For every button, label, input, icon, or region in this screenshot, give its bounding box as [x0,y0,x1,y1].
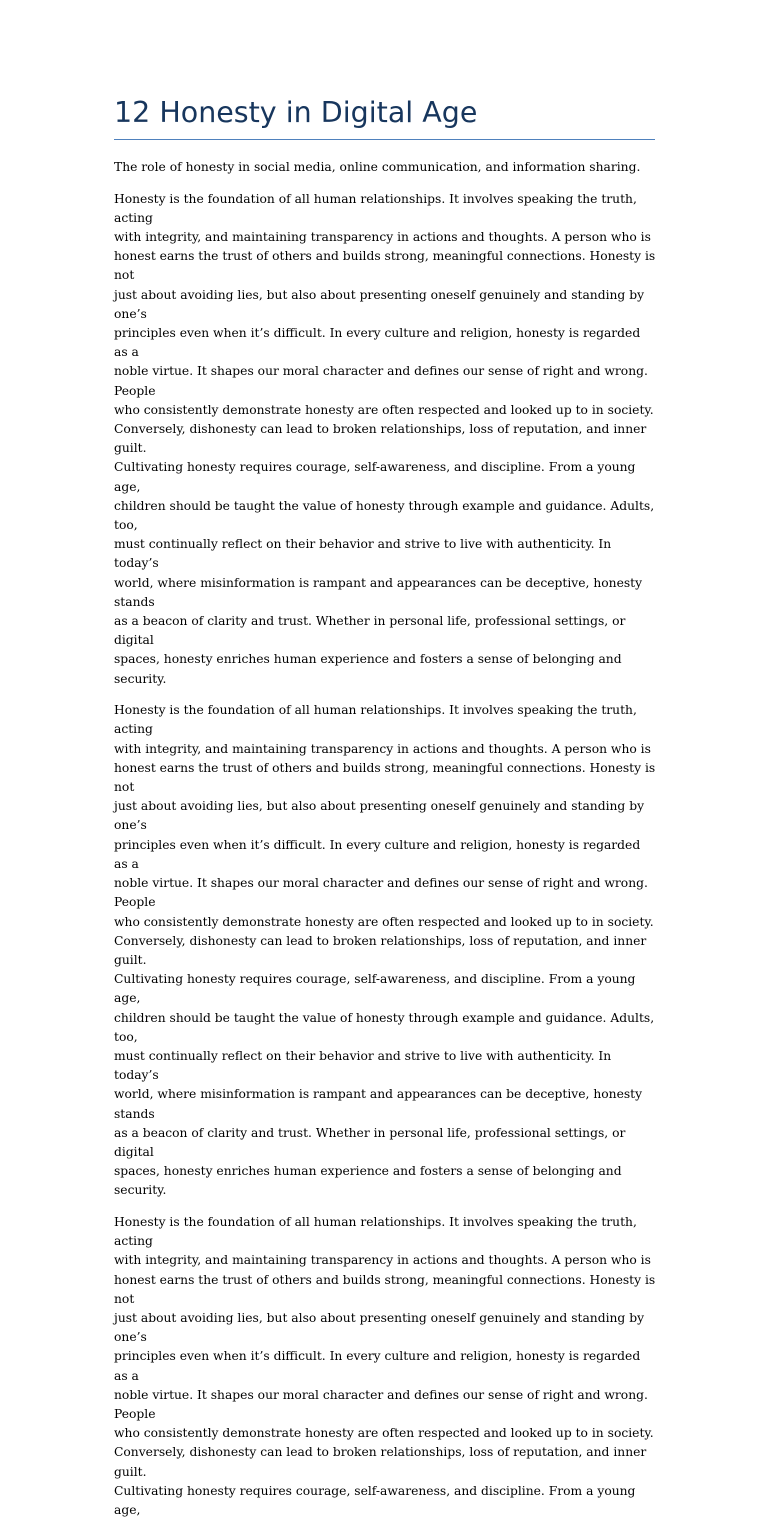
body-paragraph-2: Honesty is the foundation of all human relationships. It involves speaking the truth, acting with integrity, and maintaining transparency in actions and thoughts. A person who is honest earns the trust of others and builds strong, meaningful connections. Honesty is not just about avoiding lies, but also about presenting oneself genuinely and standing by one’s principles even when it’s difficult. In every culture and religion, honesty is regarded as a noble virtue. It shapes our moral character and defines our sense of right and wrong. People who consistently demonstrate honesty are often respected and looked up to in society. Conversely, dishonesty can lead to broken relationships, loss of reputation, and inner guilt. Cultivating honesty requires courage, self-awareness, and discipline. From a young age, children should be taught the value of honesty through example and guidance. Adults, too, must continually reflect on their behavior and strive to live with authenticity. In today’s world, where misinformation is rampant and appearances can be deceptive, honesty stands as a beacon of clarity and trust. Whether in personal life, professional settings, or digital spaces, honesty enriches human experience and fosters a sense of belonging and security. [114,703,656,1198]
document-subtitle: The role of honesty in social media, online communication, and information sharing. [114,160,641,174]
body-paragraph-1: Honesty is the foundation of all human relationships. It involves speaking the truth, acting with integrity, and maintaining transparency in actions and thoughts. A person who is honest earns the trust of others and builds strong, meaningful connections. Honesty is not just about avoiding lies, but also about presenting oneself genuinely and standing by one’s principles even when it’s difficult. In every culture and religion, honesty is regarded as a noble virtue. It shapes our moral character and defines our sense of right and wrong. People who consistently demonstrate honesty are often respected and looked up to in society. Conversely, dishonesty can lead to broken relationships, loss of reputation, and inner guilt. Cultivating honesty requires courage, self-awareness, and discipline. From a young age, children should be taught the value of honesty through example and guidance. Adults, too, must continually reflect on their behavior and strive to live with authenticity. In today’s world, where misinformation is rampant and appearances can be deceptive, honesty stands as a beacon of clarity and trust. Whether in personal life, professional settings, or digital spaces, honesty enriches human experience and fosters a sense of belonging and security. [114,191,656,686]
body-paragraph-3: Honesty is the foundation of all human relationships. It involves speaking the truth, acting with integrity, and maintaining transparency in actions and thoughts. A person who is honest earns the trust of others and builds strong, meaningful connections. Honesty is not just about avoiding lies, but also about presenting oneself genuinely and standing by one’s principles even when it’s difficult. In every culture and religion, honesty is regarded as a noble virtue. It shapes our moral character and defines our sense of right and wrong. People who consistently demonstrate honesty are often respected and looked up to in society. Conversely, dishonesty can lead to broken relationships, loss of reputation, and inner guilt. Cultivating honesty requires courage, self-awareness, and discipline. From a young age, [114,1214,656,1517]
document-title: 12 Honesty in Digital Age [114,96,478,129]
document-body [114,158,656,1520]
title-underline-divider [114,139,655,140]
